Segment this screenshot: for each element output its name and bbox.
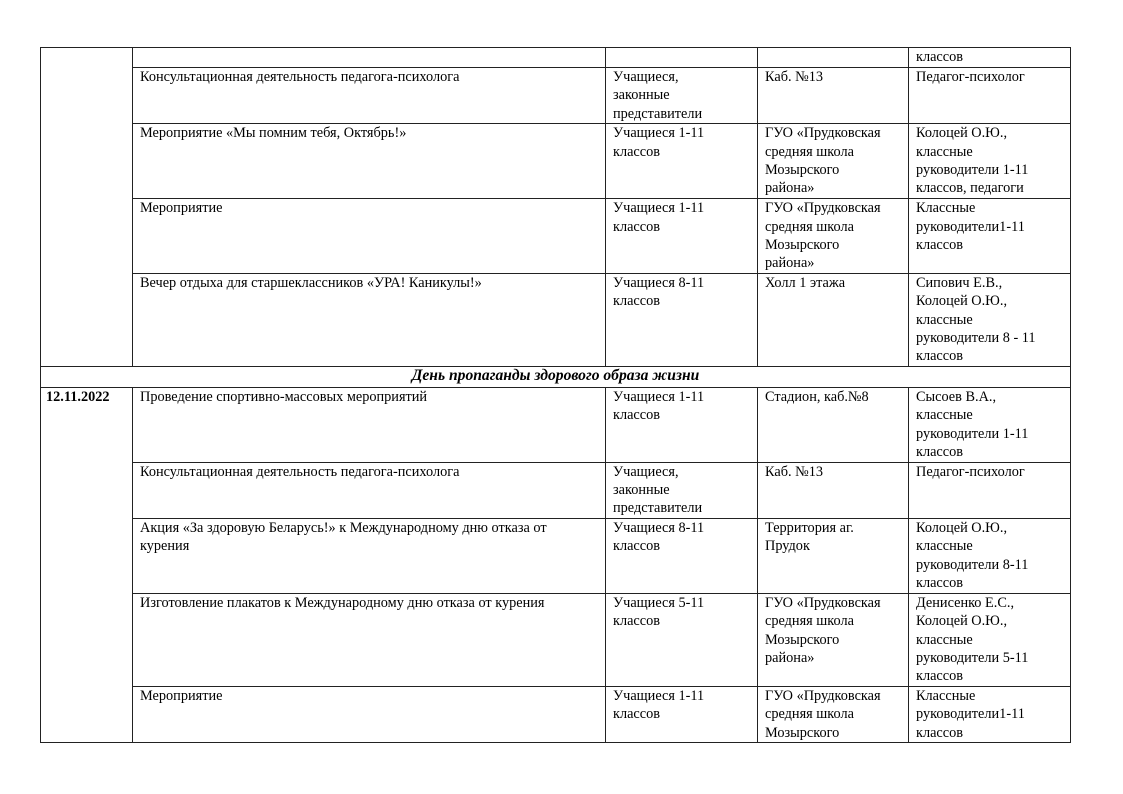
place-cell: ГУО «Прудковская средняя школа Мозырского района» <box>758 124 909 199</box>
event-cell: Проведение спортивно-массовых мероприятий <box>133 387 606 462</box>
place-cell: ГУО «Прудковская средняя школа Мозырского района» <box>758 199 909 274</box>
table-row <box>41 68 1071 124</box>
participants-cell: Учащиеся, законные представители <box>606 68 758 124</box>
table-row <box>41 518 1071 593</box>
place-cell: ГУО «Прудковская средняя школа Мозырского района» <box>758 593 909 686</box>
place-cell: Каб. №13 <box>758 462 909 518</box>
responsible-cell: Классные руководители1-11 классов <box>909 686 1071 742</box>
table-row <box>41 124 1071 199</box>
event-cell <box>133 48 606 68</box>
responsible-cell: Классные руководители1-11 классов <box>909 199 1071 274</box>
date-cell <box>41 48 133 367</box>
participants-cell: Учащиеся 1-11 классов <box>606 387 758 462</box>
responsible-cell: Колоцей О.Ю., классные руководители 8-11 классов <box>909 518 1071 593</box>
place-cell: ГУО «Прудковская средняя школа Мозырского <box>758 686 909 742</box>
table-row <box>41 48 1071 68</box>
event-cell: Изготовление плакатов к Международному дню отказа от курения <box>133 593 606 686</box>
event-cell: Консультационная деятельность педагога-психолога <box>133 68 606 124</box>
table-row <box>41 387 1071 462</box>
participants-cell: Учащиеся 5-11 классов <box>606 593 758 686</box>
place-cell <box>758 48 909 68</box>
responsible-cell: Колоцей О.Ю., классные руководители 1-11 классов, педагоги <box>909 124 1071 199</box>
table-row <box>41 462 1071 518</box>
responsible-cell: Педагог-психолог <box>909 462 1071 518</box>
responsible-cell: Сысоев В.А., классные руководители 1-11 классов <box>909 387 1071 462</box>
participants-cell <box>606 48 758 68</box>
participants-cell: Учащиеся 1-11 классов <box>606 686 758 742</box>
event-cell: Консультационная деятельность педагога-психолога <box>133 462 606 518</box>
section-row <box>41 366 1071 387</box>
table-row <box>41 686 1071 742</box>
event-cell: Мероприятие «Мы помним тебя, Октябрь!» <box>133 124 606 199</box>
place-cell: Стадион, каб.№8 <box>758 387 909 462</box>
event-cell: Мероприятие <box>133 199 606 274</box>
responsible-cell: Педагог-психолог <box>909 68 1071 124</box>
participants-cell: Учащиеся 1-11 классов <box>606 199 758 274</box>
event-cell: Вечер отдыха для старшеклассников «УРА! Каникулы!» <box>133 273 606 366</box>
responsible-cell: классов <box>909 48 1071 68</box>
participants-cell: Учащиеся 8-11 классов <box>606 273 758 366</box>
place-cell: Каб. №13 <box>758 68 909 124</box>
event-cell: Мероприятие <box>133 686 606 742</box>
responsible-cell: Денисенко Е.С., Колоцей О.Ю., классные руководители 5-11 классов <box>909 593 1071 686</box>
event-cell: Акция «За здоровую Беларусь!» к Международному дню отказа от курения <box>133 518 606 593</box>
date-cell: 12.11.2022 <box>41 387 133 742</box>
participants-cell: Учащиеся 8-11 классов <box>606 518 758 593</box>
responsible-cell: Сипович Е.В., Колоцей О.Ю., классные руководители 8 - 11 классов <box>909 273 1071 366</box>
table-row <box>41 593 1071 686</box>
table-row <box>41 273 1071 366</box>
schedule-table <box>40 47 1071 743</box>
table-row <box>41 199 1071 274</box>
place-cell: Холл 1 этажа <box>758 273 909 366</box>
place-cell: Территория аг. Прудок <box>758 518 909 593</box>
participants-cell: Учащиеся 1-11 классов <box>606 124 758 199</box>
section-title: День пропаганды здорового образа жизни <box>41 366 1071 387</box>
participants-cell: Учащиеся, законные представители <box>606 462 758 518</box>
